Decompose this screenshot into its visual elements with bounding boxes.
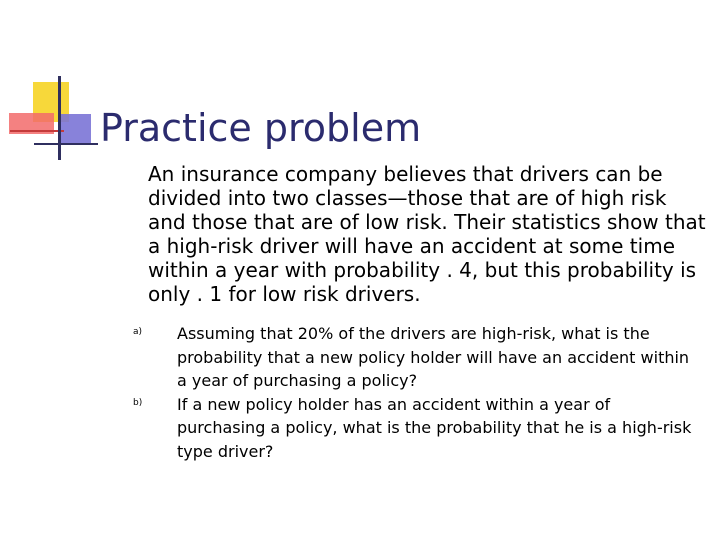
question-text: Assuming that 20% of the drivers are high-risk, what is the probability that a new policy holder will have an accident within a year of purchasing a policy? (177, 324, 690, 390)
question-list (133, 322, 693, 463)
slide-title: Practice problem (100, 106, 422, 151)
question-b (133, 393, 693, 464)
problem-statement: An insurance company believes that drivers can be divided into two classes—those that are of high risk and those that are of low risk. Their statistics show that a high-risk driver will have an accident at some time within a year with probability . 4, but this probability is only . 1 for low risk drivers. (148, 162, 706, 306)
question-a (133, 322, 693, 393)
logo-horizontal-line (34, 143, 98, 145)
question-marker: b) (133, 397, 143, 408)
logo-vertical-line (58, 76, 61, 160)
logo-red-line (10, 130, 64, 132)
question-marker: a) (133, 327, 143, 337)
decorative-logo-icon (0, 70, 110, 170)
question-text: If a new policy holder has an accident within a year of purchasing a policy, what is the probability that he is a high-risk type driver? (177, 394, 692, 461)
